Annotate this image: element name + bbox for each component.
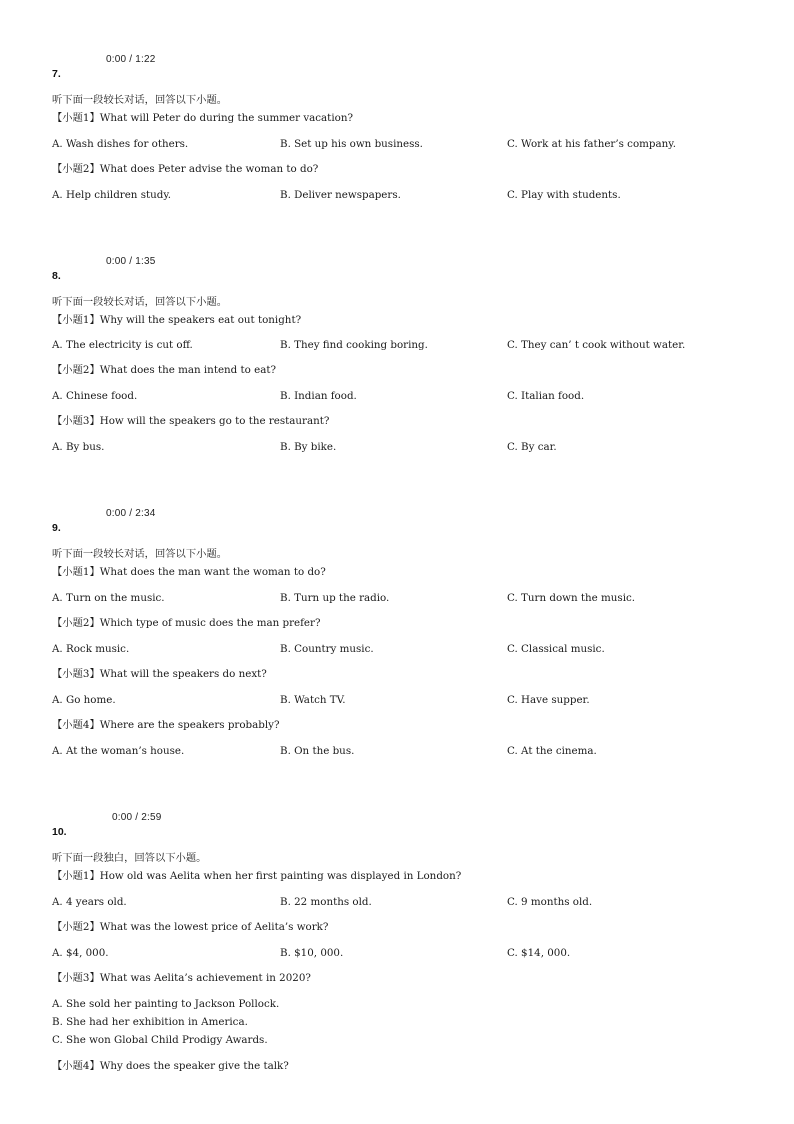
question-number: 9. <box>52 522 61 534</box>
option-a[interactable]: A. Turn on the music. <box>52 592 165 604</box>
question-number: 7. <box>52 68 61 80</box>
option-a[interactable]: A. Wash dishes for others. <box>52 138 189 150</box>
option-c[interactable]: C. Italian food. <box>507 390 585 402</box>
sub-question-prompt: 【小题4】Where are the speakers probably? <box>52 719 280 731</box>
sub-question-prompt: 【小题1】What will Peter do during the summer vacation? <box>52 112 353 124</box>
audio-player-time[interactable]: 0:00 / 1:22 <box>106 54 156 65</box>
sub-question-prompt: 【小题2】What does Peter advise the woman to do? <box>52 163 319 175</box>
question-intro: 听下面一段较长对话，回答以下小题。 <box>52 94 228 106</box>
sub-question-prompt: 【小题2】Which type of music does the man prefer? <box>52 617 321 629</box>
sub-question-prompt: 【小题2】What was the lowest price of Aelita’s work? <box>52 921 329 933</box>
question-intro: 听下面一段独白，回答以下小题。 <box>52 852 207 864</box>
option-c[interactable]: C. She won Global Child Prodigy Awards. <box>52 1034 268 1046</box>
option-b[interactable]: B. Country music. <box>280 643 374 655</box>
option-b[interactable]: B. Set up his own business. <box>280 138 423 150</box>
option-c[interactable]: C. Have supper. <box>507 694 590 706</box>
option-c[interactable]: C. Work at his father’s company. <box>507 138 676 150</box>
option-a[interactable]: A. The electricity is cut off. <box>52 339 193 351</box>
option-c[interactable]: C. $14, 000. <box>507 947 571 959</box>
option-a[interactable]: A. By bus. <box>52 441 105 453</box>
option-b[interactable]: B. On the bus. <box>280 745 355 757</box>
question-number: 10. <box>52 826 67 838</box>
option-c[interactable]: C. At the cinema. <box>507 745 597 757</box>
option-c[interactable]: C. Classical music. <box>507 643 605 655</box>
sub-question-prompt: 【小题3】What was Aelita’s achievement in 2020? <box>52 972 311 984</box>
option-a[interactable]: A. Chinese food. <box>52 390 138 402</box>
question-intro: 听下面一段较长对话，回答以下小题。 <box>52 296 228 308</box>
sub-question-prompt: 【小题1】What does the man want the woman to do? <box>52 566 326 578</box>
option-b[interactable]: B. Turn up the radio. <box>280 592 390 604</box>
option-b[interactable]: B. They find cooking boring. <box>280 339 428 351</box>
option-a[interactable]: A. Rock music. <box>52 643 130 655</box>
option-b[interactable]: B. 22 months old. <box>280 896 372 908</box>
option-a[interactable]: A. $4, 000. <box>52 947 109 959</box>
option-a[interactable]: A. Go home. <box>52 694 116 706</box>
option-b[interactable]: B. Deliver newspapers. <box>280 189 401 201</box>
option-b[interactable]: B. She had her exhibition in America. <box>52 1016 248 1028</box>
audio-player-time[interactable]: 0:00 / 2:34 <box>106 508 156 519</box>
option-c[interactable]: C. They can’ t cook without water. <box>507 339 686 351</box>
sub-question-prompt: 【小题4】Why does the speaker give the talk? <box>52 1060 289 1072</box>
option-b[interactable]: B. Watch TV. <box>280 694 346 706</box>
option-c[interactable]: C. Play with students. <box>507 189 621 201</box>
option-a[interactable]: A. At the woman’s house. <box>52 745 185 757</box>
option-c[interactable]: C. 9 months old. <box>507 896 593 908</box>
audio-player-time[interactable]: 0:00 / 2:59 <box>112 812 162 823</box>
sub-question-prompt: 【小题1】Why will the speakers eat out tonight? <box>52 314 302 326</box>
sub-question-prompt: 【小题2】What does the man intend to eat? <box>52 364 277 376</box>
sub-question-prompt: 【小题3】What will the speakers do next? <box>52 668 267 680</box>
option-a[interactable]: A. Help children study. <box>52 189 172 201</box>
audio-player-time[interactable]: 0:00 / 1:35 <box>106 256 156 267</box>
option-b[interactable]: B. $10, 000. <box>280 947 344 959</box>
option-b[interactable]: B. Indian food. <box>280 390 357 402</box>
option-c[interactable]: C. By car. <box>507 441 557 453</box>
option-c[interactable]: C. Turn down the music. <box>507 592 636 604</box>
option-b[interactable]: B. By bike. <box>280 441 337 453</box>
question-intro: 听下面一段较长对话，回答以下小题。 <box>52 548 228 560</box>
option-a[interactable]: A. 4 years old. <box>52 896 127 908</box>
sub-question-prompt: 【小题3】How will the speakers go to the restaurant? <box>52 415 330 427</box>
question-number: 8. <box>52 270 61 282</box>
sub-question-prompt: 【小题1】How old was Aelita when her first painting was displayed in London? <box>52 870 462 882</box>
option-a[interactable]: A. She sold her painting to Jackson Pollock. <box>52 998 280 1010</box>
